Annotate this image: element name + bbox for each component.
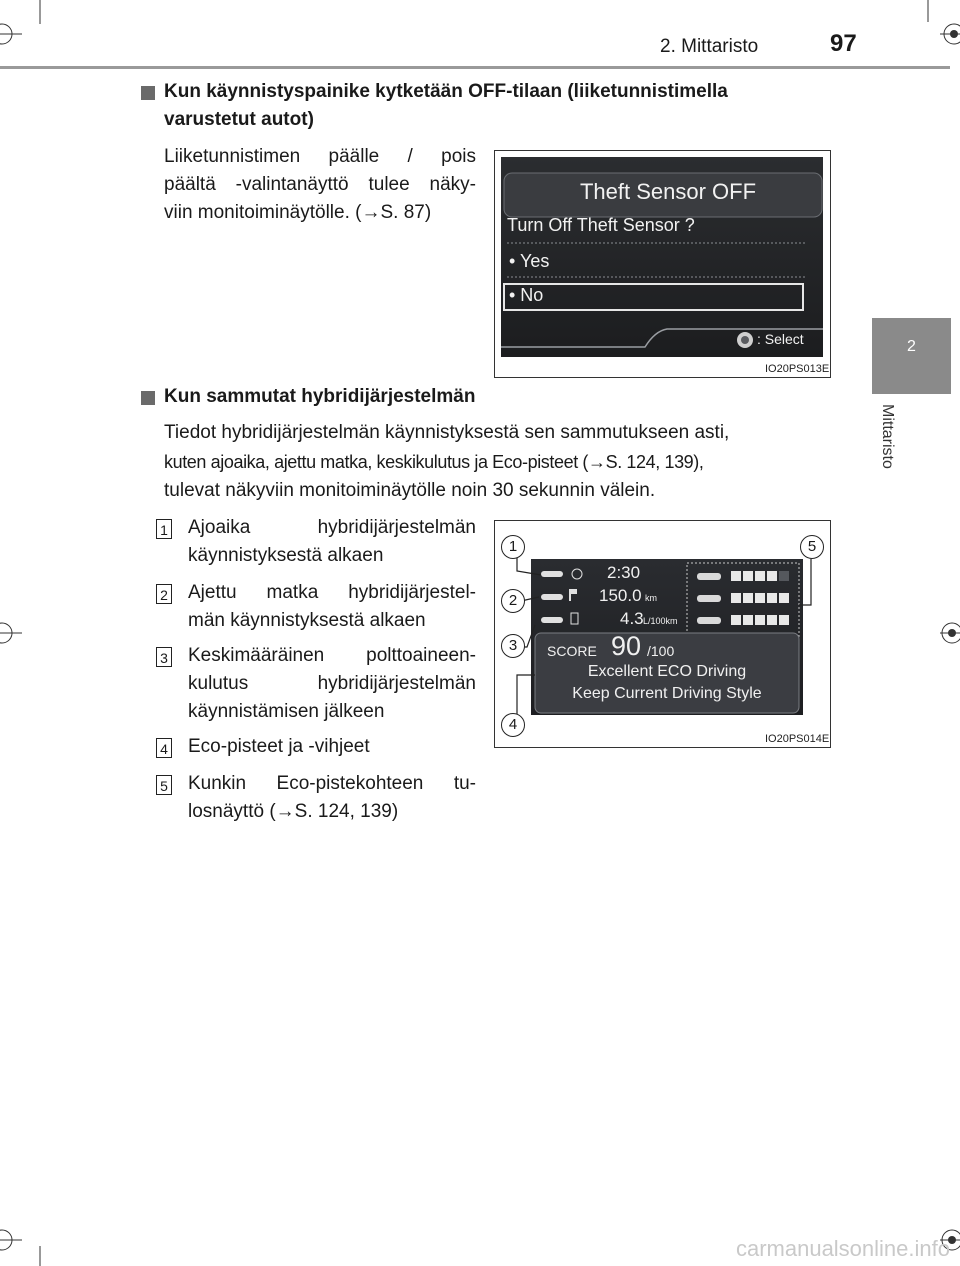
figure2-code: IO20PS014E (765, 733, 830, 745)
callout-2: 2 (501, 589, 525, 613)
eco-level-segment (731, 593, 741, 603)
section-title: 2. Mittaristo (660, 36, 759, 57)
section2-para-line3: tulevat näkyviin monitoiminäytölle noin 30 sekunnin välein. (164, 480, 656, 501)
eco-level-segment (731, 571, 741, 581)
item-3-line3: käynnistämisen jälkeen (188, 701, 385, 722)
section1-heading-line2: varustetut autot) (164, 109, 314, 130)
chapter-tab-label: Mittaristo (879, 404, 896, 469)
section1-body-line1: Liiketunnistimen päälle / pois (164, 146, 476, 167)
eco-advice-line2: Keep Current Driving Style (572, 685, 762, 702)
item-2-line1: Ajettu matka hybridijärjestel- (188, 582, 476, 603)
item-number-box: 2 (156, 584, 172, 604)
score-value: 90 (611, 631, 642, 661)
callout-4: 4 (501, 713, 525, 737)
eco-level-segment (731, 615, 741, 625)
option-no[interactable]: • No (509, 285, 544, 305)
section2-heading: Kun sammutat hybridijärjestelmän (164, 386, 476, 407)
section2-para-line2: kuten ajoaika, ajettu matka, keskikulutus ja Eco-pisteet (→S. 124, 139), (164, 452, 704, 472)
page-number: 97 (830, 30, 857, 57)
drive-time: 2:30 (607, 563, 641, 582)
item-number-box: 4 (156, 738, 172, 758)
figure-theft-sensor (494, 150, 831, 378)
item-1-line2: käynnistyksestä alkaen (188, 545, 384, 566)
screen-title: Theft Sensor OFF (579, 179, 757, 204)
item-number-box: 1 (156, 519, 172, 539)
item-number-box: 3 (156, 647, 172, 667)
section1-body-line3: viin monitoiminäytölle. (→S. 87) (164, 202, 432, 223)
footer-watermark: carmanualsonline.info (735, 1236, 950, 1261)
select-hint: : Select (757, 331, 804, 347)
eco-level-segment (743, 593, 753, 603)
heading-bullet-icon (141, 86, 155, 100)
chapter-tab-number: 2 (907, 338, 916, 355)
option-yes[interactable]: • Yes (509, 251, 550, 271)
eco-level-segment (767, 593, 777, 603)
callout-3: 3 (501, 634, 525, 658)
eco-level-segment (779, 571, 789, 581)
item-1-line1: Ajoaika hybridijärjestelmän (188, 517, 476, 538)
score-max: /100 (647, 643, 675, 659)
chapter-tab-label-wrap (874, 404, 898, 484)
item-3-line1: Keskimääräinen polttoaineen- (188, 645, 476, 666)
score-label: SCORE (547, 643, 597, 659)
eco-level-segment (743, 615, 753, 625)
eco-level-segment (755, 615, 765, 625)
chapter-tab (872, 318, 951, 394)
callout-1: 1 (501, 535, 525, 559)
consumption-unit: L/100km (643, 616, 678, 626)
eco-level-segment (767, 615, 777, 625)
eco-level-segment (767, 571, 777, 581)
consumption-value: 4.3 (620, 609, 644, 628)
eco-level-segment (755, 593, 765, 603)
callout-5: 5 (800, 535, 824, 559)
eco-level-segment (755, 571, 765, 581)
item-5-line1: Kunkin Eco-pistekohteen tu- (188, 773, 476, 794)
item-5-line2: losnäyttö (→S. 124, 139) (188, 801, 399, 822)
eco-level-segment (779, 615, 789, 625)
header-rule (0, 66, 950, 69)
figure1-code: IO20PS013E (765, 363, 830, 375)
heading-bullet-icon (141, 391, 155, 405)
section2-para-line1: Tiedot hybridijärjestelmän käynnistyksestä sen sammutukseen asti, (164, 422, 730, 443)
distance-unit: km (645, 593, 657, 603)
section1-heading-line1: Kun käynnistyspainike kytketään OFF-tilaan (liiketunnistimella (164, 81, 728, 102)
eco-summary-screen (495, 521, 829, 746)
figure-eco-summary (494, 520, 831, 748)
item-2-line2: män käynnistyksestä alkaen (188, 610, 426, 631)
section1-body-line2: päältä -valintanäyttö tulee näky- (164, 174, 476, 195)
item-4-line1: Eco-pisteet ja -vihjeet (188, 736, 370, 757)
eco-advice-line1: Excellent ECO Driving (587, 663, 747, 680)
eco-level-segment (743, 571, 753, 581)
item-number-box: 5 (156, 775, 172, 795)
item-3-line2: kulutus hybridijärjestelmän (188, 673, 476, 694)
distance-value: 150.0 (599, 586, 642, 605)
screen-question: Turn Off Theft Sensor ? (507, 215, 695, 235)
eco-level-segment (779, 593, 789, 603)
